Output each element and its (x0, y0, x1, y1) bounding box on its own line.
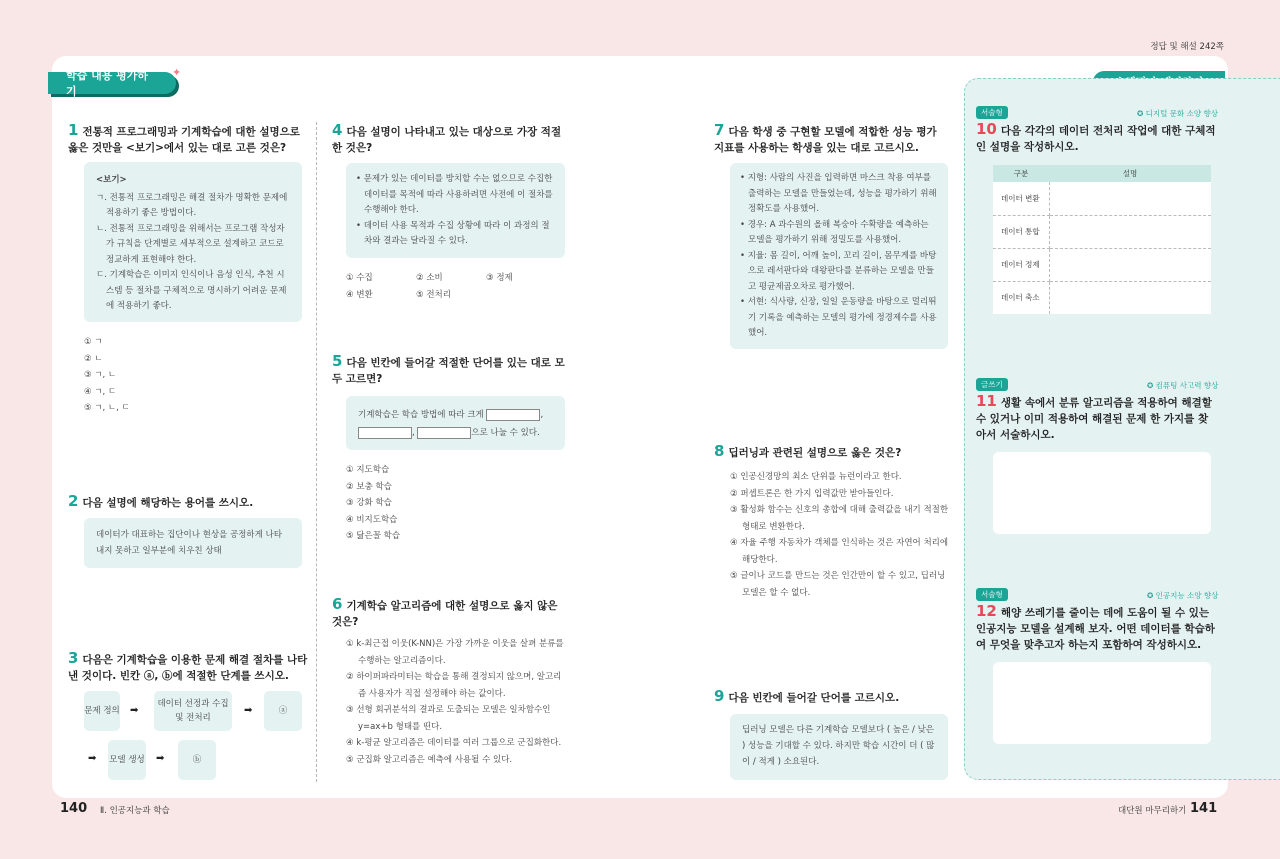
question-text: 해양 쓰레기를 줄이는 데에 도움이 될 수 있는 인공지능 모델을 설계해 보자. 어떤 데이터를 학습하여 무엇을 맞추고자 하는지 포함하여 작성하시오. (976, 607, 1215, 651)
question-number: 7 (714, 121, 725, 139)
fill-blank-box (346, 396, 565, 450)
sparkle-icon: ✦ (172, 66, 182, 79)
option[interactable]: ③ 강화 학습 (346, 498, 392, 508)
blank-field[interactable] (358, 427, 412, 439)
question-text: 다음 빈칸에 들어갈 단어를 고르시오. (728, 692, 900, 704)
bullet-item: • 지형: 사람의 사진을 입력하면 마스크 착용 여부를 출력하는 모델을 만들었는데, 성능을 평가하기 위해 정확도를 사용했어. (740, 173, 937, 214)
question-text: 다음 각각의 데이터 전처리 작업에 대한 구체적인 설명을 작성하시오. (976, 125, 1216, 153)
bogi-title: <보기> (96, 175, 127, 185)
chapter-title: Ⅱ. 인공지능과 학습 (100, 806, 170, 816)
question-text: 기계학습 알고리즘에 대한 설명으로 옳지 않은 것은? (332, 600, 558, 628)
table-header: 구분 (993, 165, 1049, 182)
option[interactable]: ③ 활성화 함수는 신호의 총합에 대해 출력값을 내기 적절한 형태로 변환한다. (730, 505, 949, 532)
question-text: 다음 설명이 나타내고 있는 대상으로 가장 적절한 것은? (332, 126, 562, 154)
question-text: 전통적 프로그래밍과 기계학습에 대한 설명으로 옳은 것만을 <보기>에서 있는 대로 고른 것은? (68, 126, 300, 154)
question-number: 10 (976, 120, 997, 138)
question-7 (714, 122, 950, 156)
q5-options (346, 462, 400, 545)
table-row (993, 182, 1211, 215)
question-12 (976, 603, 1216, 653)
question-text: 다음 학생 중 구현할 모델에 적합한 성능 평가 지표를 사용하는 학생을 있는 대로 고르시오. (714, 126, 937, 154)
arrow-right-icon: ➡ (88, 753, 97, 764)
option[interactable]: ① k-최근접 이웃(K-NN)은 가장 가까운 이웃을 살펴 분류를 수행하는 알고리즘이다. (346, 639, 564, 666)
tag-descriptive: 서술형 (976, 106, 1008, 119)
competency-label: ✪ 컴퓨팅 사고력 향상 (1147, 381, 1219, 390)
question-number: 1 (68, 121, 79, 139)
option[interactable]: ⑤ 글이나 코드를 만드는 것은 인간만이 할 수 있고, 딥러닝 모델은 할 수 없다. (730, 571, 946, 598)
question-2 (68, 493, 304, 511)
question-8 (714, 443, 950, 461)
question-text: 다음은 기계학습을 이용한 문제 해결 절차를 나타낸 것이다. 빈칸 ⓐ, ⓑ에 적절한 단계를 쓰시오. (68, 654, 308, 682)
step-model-creation: 모델 생성 (108, 740, 146, 780)
description-box (346, 163, 565, 258)
option[interactable]: ② 보충 학습 (346, 481, 392, 492)
section-tab-evaluation: 학습 내용 평가하기 (48, 72, 176, 94)
arrow-right-icon: ➡ (156, 753, 165, 764)
answer-cell[interactable] (1049, 281, 1211, 314)
step-blank-a: ⓐ (264, 691, 302, 731)
option[interactable]: ③ ㄱ, ㄴ (84, 370, 117, 380)
option[interactable]: ② 하이퍼파라미터는 학습을 통해 결정되지 않으며, 알고리즘 사용자가 직접 설정해야 하는 값이다. (346, 672, 562, 699)
table-row (993, 248, 1211, 281)
comma: , (540, 410, 544, 420)
question-9 (714, 688, 950, 706)
answer-cell[interactable] (1049, 182, 1211, 215)
question-number: 6 (332, 595, 343, 613)
definition-box: 데이터가 대표하는 집단이나 현상을 공정하게 나타내지 못하고 일부분에 치우친 상태 (84, 518, 302, 568)
answer-box[interactable] (993, 452, 1211, 534)
option[interactable]: ⑤ ㄱ, ㄴ, ㄷ (84, 403, 130, 413)
answer-cell[interactable] (1049, 215, 1211, 248)
question-text: 딥러닝과 관련된 설명으로 옳은 것은? (728, 447, 902, 459)
q1-options (84, 334, 130, 417)
section-footer: 대단원 마무리하기 (1118, 806, 1187, 816)
question-5 (332, 353, 568, 387)
preprocessing-table (993, 165, 1211, 314)
page-number-right: 141 (1190, 801, 1218, 816)
question-text: 다음 설명에 해당하는 용어를 쓰시오. (82, 497, 254, 509)
arrow-right-icon: ➡ (130, 705, 139, 716)
row-label: 데이터 축소 (993, 281, 1049, 314)
bullet-item: • 데이터 사용 목적과 수집 상황에 따라 이 과정의 절차와 결과는 달라질 수 있다. (356, 220, 550, 246)
arrow-right-icon: ➡ (244, 705, 253, 716)
student-statements-box (730, 163, 948, 349)
answer-cell[interactable] (1049, 248, 1211, 281)
option[interactable]: ④ k-평균 알고리즘은 데이터를 여러 그룹으로 군집화한다. (346, 738, 562, 748)
row-label: 데이터 변환 (993, 182, 1049, 215)
fill-choice-box: 딥러닝 모델은 다른 기계학습 모델보다 ( 높은 / 낮은 ) 성능을 기대할 수 있다. 하지만 학습 시간이 더 ( 많이 / 적게 ) 소요된다. (730, 714, 948, 780)
answer-box[interactable] (993, 662, 1211, 744)
comma: , (412, 428, 415, 438)
option[interactable]: ⑤ 전처리 (416, 289, 451, 300)
bullet-item: • 지율: 몸 길이, 어깨 높이, 꼬리 길이, 몸무게를 바탕으로 레서판다와 대왕판다를 분류하는 모델을 만들고 평균제곱오차로 평가했어. (740, 250, 937, 292)
competency-label: ✪ 인공지능 소양 향상 (1147, 591, 1219, 600)
bogi-box (84, 162, 302, 322)
page-number-left: 140 (60, 801, 88, 816)
question-4 (332, 122, 568, 156)
question-1 (68, 122, 304, 156)
question-number: 5 (332, 352, 343, 370)
option[interactable]: ① 지도학습 (346, 465, 390, 475)
row-label: 데이터 정제 (993, 248, 1049, 281)
option[interactable]: ② 소비 (416, 273, 443, 283)
bogi-item: ㄱ. 전통적 프로그래밍은 해결 절차가 명확한 문제에 적용하기 좋은 방법이다. (96, 192, 288, 218)
option[interactable]: ⑤ 군집화 알고리즘은 예측에 사용될 수 있다. (346, 754, 513, 765)
option[interactable]: ② 퍼셉트론은 한 가지 입력값만 받아들인다. (730, 488, 894, 499)
bullet-item: • 서현: 식사량, 신장, 일일 운동량을 바탕으로 멀리뛰기 기록을 예측하는 모델의 평가에 정경제수를 사용했어. (740, 297, 937, 338)
question-6 (332, 596, 568, 630)
option[interactable]: ④ ㄱ, ㄷ (84, 386, 117, 397)
bullet-item: • 문제가 있는 데이터를 방치할 수는 없으므로 수집한 데이터를 목적에 따라 사용하려면 사전에 이 절차를 수행해야 한다. (356, 174, 553, 215)
option[interactable]: ① ㄱ (84, 337, 103, 347)
option[interactable]: ① 수집 (346, 273, 373, 283)
question-3 (68, 650, 308, 684)
table-header: 설명 (1049, 165, 1211, 182)
step-blank-b: ⓑ (178, 740, 216, 780)
option[interactable]: ④ 자율 주행 자동차가 객체를 인식하는 것은 자연어 처리에 해당한다. (730, 538, 949, 565)
question-10 (976, 121, 1216, 155)
step-problem-definition: 문제 정의 (84, 691, 120, 731)
bogi-item: ㄴ. 전통적 프로그래밍을 위해서는 프로그램 작성자가 규칙을 단계별로 세부적으로 설계하고 코드로 정교하게 표현해야 한다. (96, 223, 285, 265)
option[interactable]: ③ 선형 회귀분석의 결과로 도출되는 모델은 일차함수인 y=ax+b 형태를 띤다. (346, 705, 551, 732)
question-number: 3 (68, 649, 79, 667)
q6-options (346, 636, 568, 768)
question-number: 4 (332, 121, 343, 139)
q8-options (730, 469, 950, 601)
option[interactable]: ② ㄴ (84, 353, 103, 364)
question-text: 생활 속에서 분류 알고리즘을 적용하여 해결할 수 있거나 이미 적용하여 해결된 문제 한 가지를 찾아서 서술하시오. (976, 397, 1212, 441)
question-11 (976, 393, 1216, 443)
question-number: 12 (976, 602, 997, 620)
table-row (993, 281, 1211, 314)
answer-reference: 정답 및 해설 242쪽 (1150, 42, 1224, 52)
sentence-part: 기계학습은 학습 방법에 따라 크게 (358, 410, 484, 420)
question-number: 11 (976, 392, 997, 410)
question-number: 9 (714, 687, 725, 705)
blank-field[interactable] (486, 409, 540, 421)
bogi-item: ㄷ. 기계학습은 이미지 인식이나 음성 인식, 추천 시스템 등 절차를 구체적으로 명시하기 어려운 문제에 적용하기 좋다. (96, 270, 287, 311)
row-label: 데이터 통합 (993, 215, 1049, 248)
sentence-part: 으로 나눌 수 있다. (471, 428, 540, 438)
table-row (993, 215, 1211, 248)
column-divider (316, 122, 317, 782)
option[interactable]: ③ 정제 (486, 273, 513, 283)
bullet-item: • 경우: A 과수원의 올해 복숭아 수확량을 예측하는 모델을 평가하기 위해 정밀도를 사용했어. (740, 219, 929, 245)
question-number: 8 (714, 442, 725, 460)
q4-options (346, 270, 556, 303)
option[interactable]: ④ 변환 (346, 289, 373, 300)
tag-writing: 글쓰기 (976, 378, 1008, 391)
competency-label: ✪ 디지털 문화 소양 향상 (1137, 109, 1219, 118)
step-data-collection: 데이터 선정과 수집 및 전처리 (154, 691, 232, 731)
tag-descriptive: 서술형 (976, 588, 1008, 601)
question-text: 다음 빈칸에 들어갈 적절한 단어를 있는 대로 모두 고르면? (332, 357, 565, 385)
option[interactable]: ⑤ 닮은꼴 학습 (346, 531, 401, 541)
question-number: 2 (68, 492, 79, 510)
blank-field[interactable] (417, 427, 471, 439)
option[interactable]: ① 인공신경망의 최소 단위를 뉴런이라고 한다. (730, 472, 902, 482)
option[interactable]: ④ 비지도학습 (346, 514, 398, 525)
